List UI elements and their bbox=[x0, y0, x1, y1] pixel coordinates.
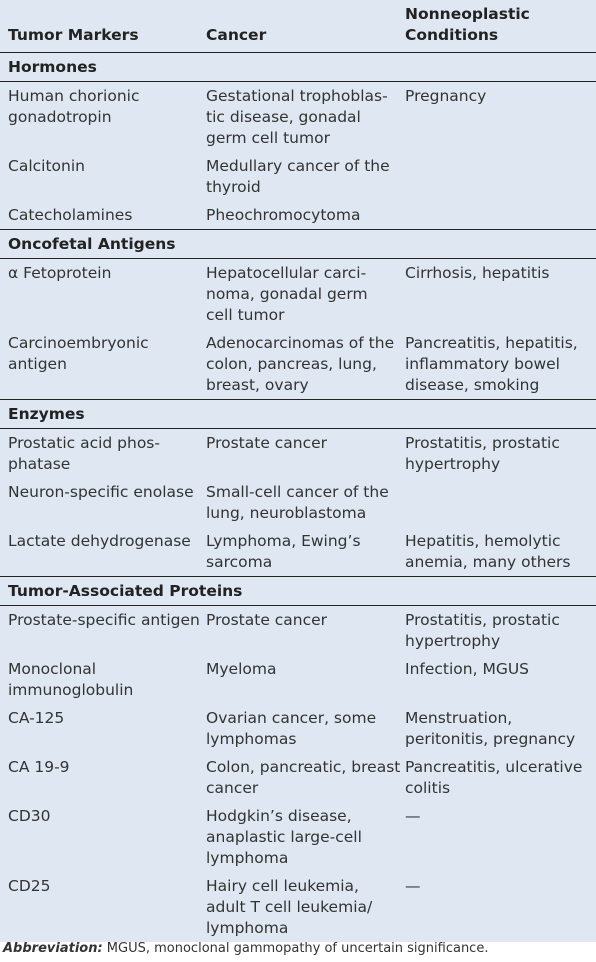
section-title: Enzymes bbox=[8, 405, 85, 423]
conditions-cell: Hepatitis, hemolytic anemia, many others bbox=[405, 532, 571, 571]
marker-cell: Prostate-specific antigen bbox=[8, 611, 200, 629]
section-header bbox=[0, 229, 596, 259]
table-row bbox=[0, 655, 596, 704]
cancer-cell: Hodgkin’s disease, anaplastic large-cell lymphoma bbox=[206, 807, 362, 867]
marker-cell: CA-125 bbox=[8, 709, 65, 727]
conditions-cell: Pancreatitis, ulcerative colitis bbox=[405, 758, 583, 797]
header-cancer: Cancer bbox=[206, 26, 267, 44]
table-body bbox=[0, 53, 596, 942]
cancer-cell: Ovarian cancer, some lymphomas bbox=[206, 709, 377, 748]
cancer-cell: Medullary cancer of the thyroid bbox=[206, 157, 390, 196]
table-row bbox=[0, 329, 596, 399]
table-row bbox=[0, 478, 596, 527]
marker-cell: α Fetoprotein bbox=[8, 264, 112, 282]
cancer-cell: Hairy cell leukemia, adult T cell leukemia/ lymphoma bbox=[206, 877, 373, 937]
marker-cell: Prostatic acid phos- phatase bbox=[8, 434, 160, 473]
marker-cell: Catecholamines bbox=[8, 206, 133, 224]
conditions-cell: Prostatitis, prostatic hypertrophy bbox=[405, 611, 560, 650]
conditions-cell: Infection, MGUS bbox=[405, 660, 530, 678]
marker-cell: Carcinoembryonic antigen bbox=[8, 334, 149, 373]
cancer-cell: Pheochromocytoma bbox=[206, 206, 361, 224]
marker-cell: Lactate dehydrogenase bbox=[8, 532, 191, 550]
cancer-cell: Small-cell cancer of the lung, neuroblastoma bbox=[206, 483, 389, 522]
cancer-cell: Hepatocellular carci- noma, gonadal germ cell tumor bbox=[206, 264, 368, 324]
marker-cell: CA 19-9 bbox=[8, 758, 70, 776]
table-row bbox=[0, 527, 596, 576]
cancer-cell: Prostate cancer bbox=[206, 434, 328, 452]
cancer-cell: Colon, pancreatic, breast cancer bbox=[206, 758, 401, 797]
table-row bbox=[0, 259, 596, 329]
section-header bbox=[0, 53, 596, 82]
footnote-text: MGUS, monoclonal gammopathy of uncertain significance. bbox=[102, 941, 489, 956]
conditions-cell: — bbox=[405, 807, 421, 825]
section-header bbox=[0, 576, 596, 606]
cancer-cell: Gestational trophoblas- tic disease, gonadal germ cell tumor bbox=[206, 87, 388, 147]
conditions-cell: Cirrhosis, hepatitis bbox=[405, 264, 550, 282]
section-title: Tumor-Associated Proteins bbox=[8, 582, 243, 600]
table-row bbox=[0, 429, 596, 478]
conditions-cell: Pregnancy bbox=[405, 87, 487, 105]
conditions-cell: — bbox=[405, 877, 421, 895]
table-row bbox=[0, 872, 596, 942]
header-nonneoplastic-conditions: Nonneoplastic Conditions bbox=[405, 5, 530, 44]
cancer-cell: Adenocarcinomas of the colon, pancreas, lung, breast, ovary bbox=[206, 334, 395, 394]
table-row bbox=[0, 201, 596, 229]
conditions-cell: Menstruation, peritonitis, pregnancy bbox=[405, 709, 576, 748]
table-row bbox=[0, 704, 596, 753]
header-tumor-markers: Tumor Markers bbox=[8, 26, 139, 44]
table-row bbox=[0, 82, 596, 152]
conditions-cell: Prostatitis, prostatic hypertrophy bbox=[405, 434, 560, 473]
cancer-cell: Lymphoma, Ewing’s sarcoma bbox=[206, 532, 361, 571]
marker-cell: Neuron-specific enolase bbox=[8, 483, 194, 501]
section-title: Hormones bbox=[8, 58, 97, 76]
table-row bbox=[0, 753, 596, 802]
marker-cell: CD25 bbox=[8, 877, 51, 895]
table-header bbox=[0, 0, 596, 53]
footnote bbox=[3, 940, 488, 958]
marker-cell: Monoclonal immunoglobulin bbox=[8, 660, 134, 699]
footnote-label: Abbreviation: bbox=[3, 941, 103, 956]
table-row bbox=[0, 802, 596, 872]
table-row bbox=[0, 152, 596, 201]
marker-cell: Calcitonin bbox=[8, 157, 85, 175]
conditions-cell: Pancreatitis, hepatitis, inflammatory bowel disease, smoking bbox=[405, 334, 578, 394]
table-row bbox=[0, 606, 596, 655]
section-header bbox=[0, 399, 596, 429]
marker-cell: Human chorionic gonadotropin bbox=[8, 87, 140, 126]
marker-cell: CD30 bbox=[8, 807, 51, 825]
cancer-cell: Prostate cancer bbox=[206, 611, 328, 629]
cancer-cell: Myeloma bbox=[206, 660, 277, 678]
section-title: Oncofetal Antigens bbox=[8, 235, 176, 253]
